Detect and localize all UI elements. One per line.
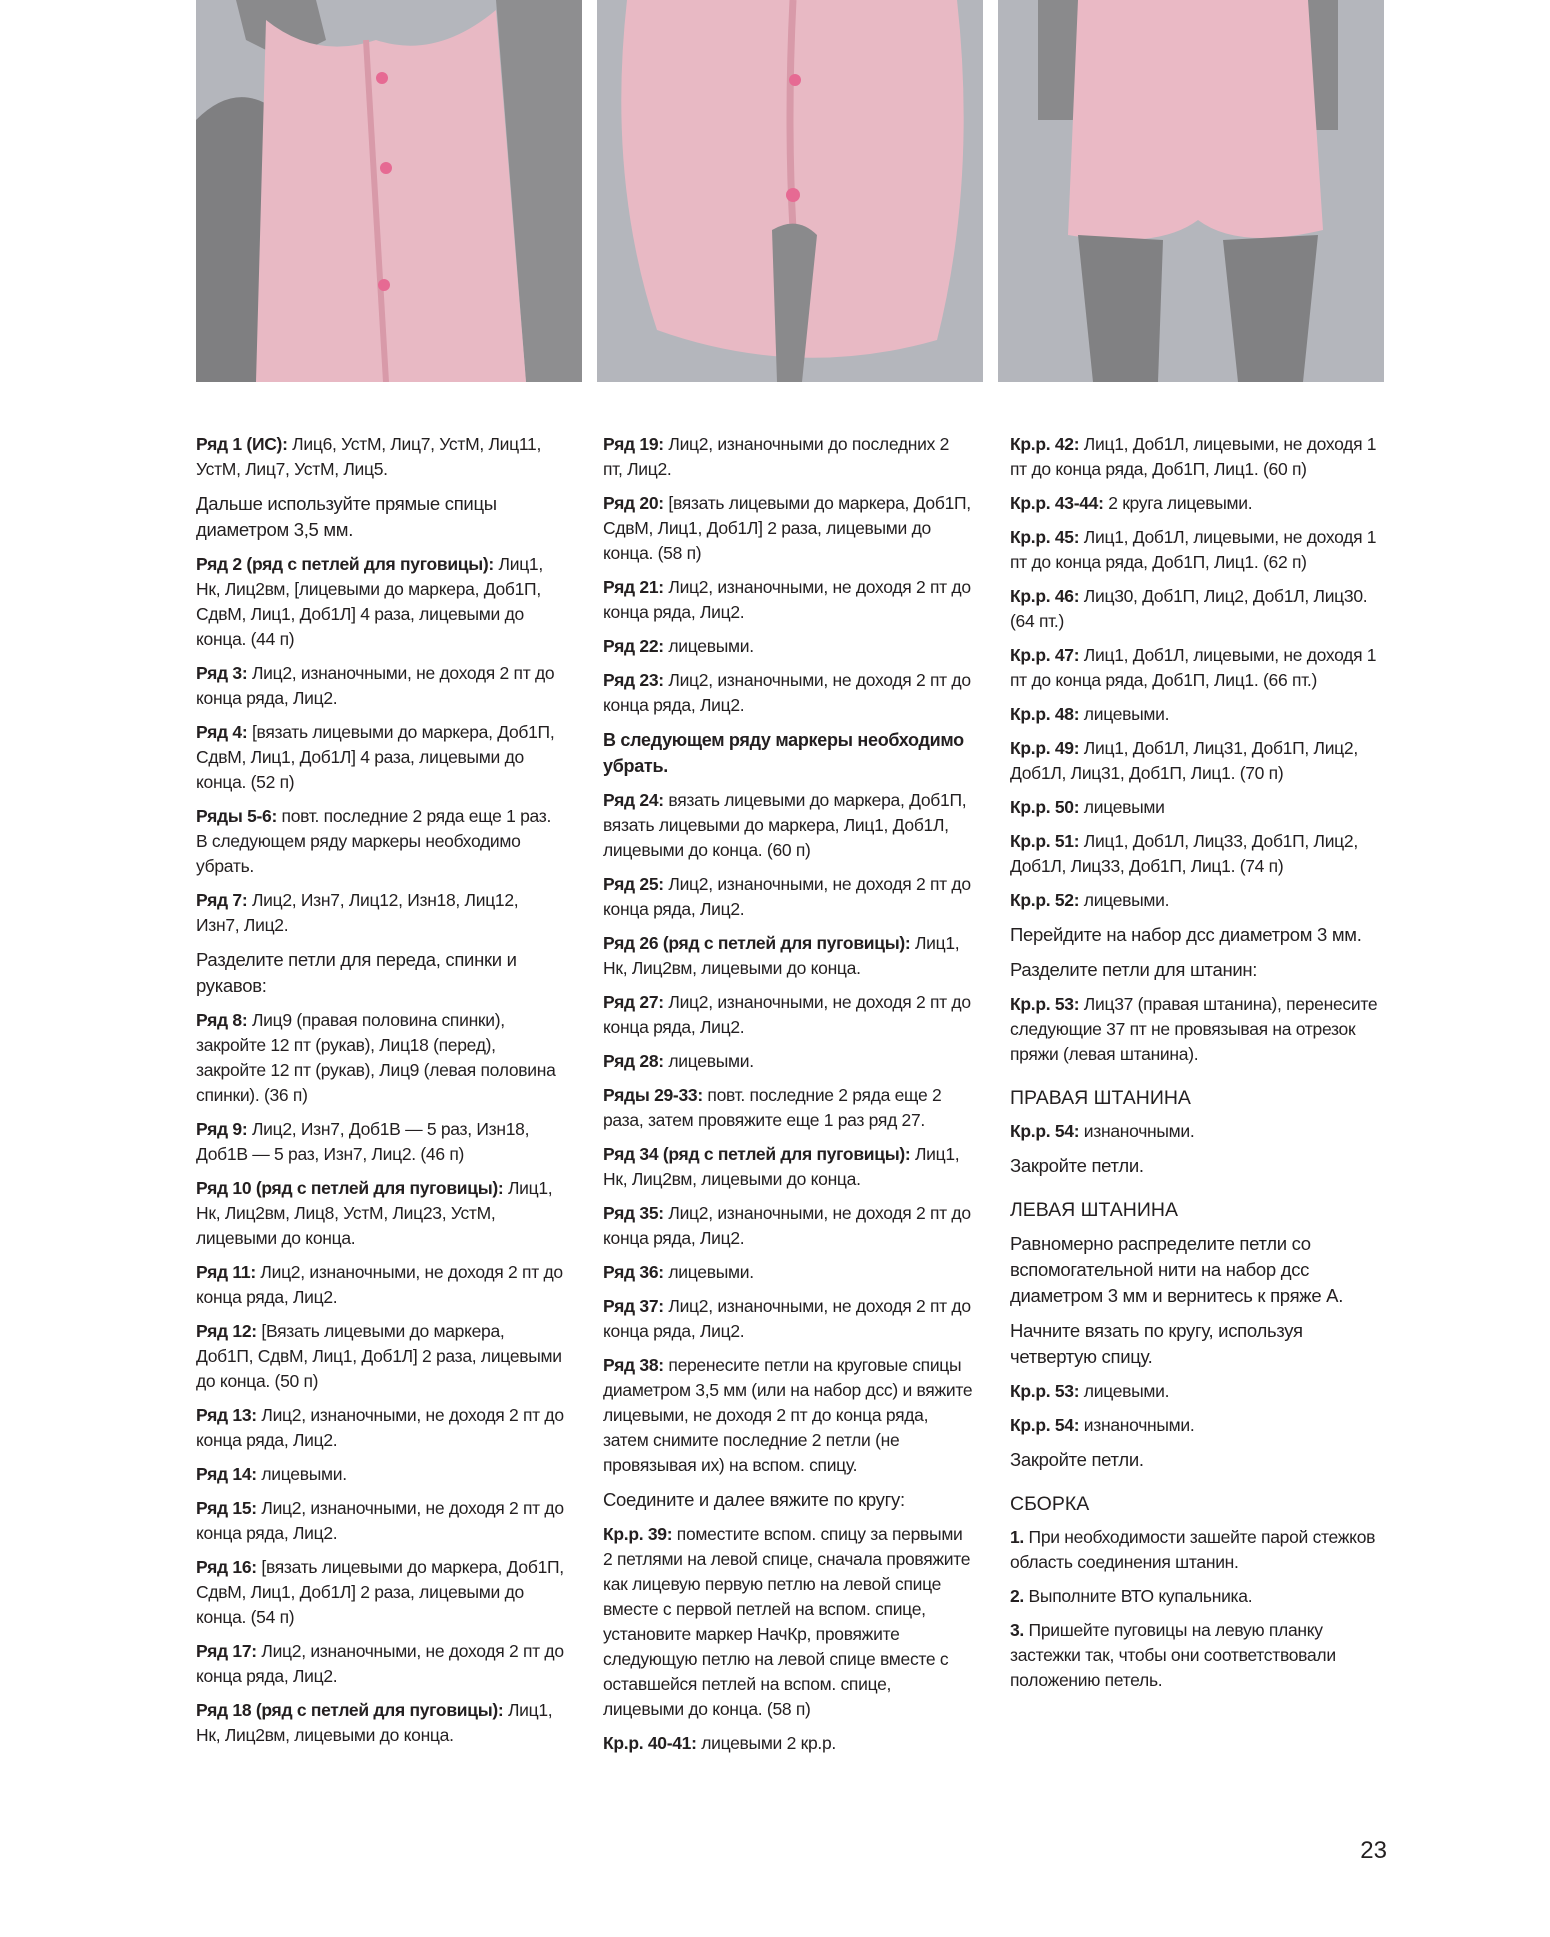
row-label: Ряд 3: xyxy=(196,663,248,683)
row-text: [вязать лицевыми до маркера, Доб1П, СдвМ, Лиц1, Доб1Л] 4 раза, лицевыми до конца. (52 п) xyxy=(196,722,555,792)
column-left xyxy=(196,432,566,1757)
instruction-row xyxy=(196,888,566,938)
row-label: Кр.р. 42: xyxy=(1010,434,1080,454)
instruction-row xyxy=(1010,1413,1390,1438)
row-text: [вязать лицевыми до маркера, Доб1П, СдвМ, Лиц1, Доб1Л] 2 раза, лицевыми до конца. (54 п) xyxy=(196,1557,564,1627)
row-label: Ряд 1 (ИС): xyxy=(196,434,288,454)
row-text: лицевыми xyxy=(1079,797,1165,817)
row-label: Кр.р. 43-44: xyxy=(1010,493,1104,513)
instruction-row xyxy=(1010,829,1390,879)
row-text: Лиц2, изнаночными, не доходя 2 пт до конца ряда, Лиц2. xyxy=(603,1203,971,1248)
instruction-row xyxy=(1010,702,1390,727)
row-label: Кр.р. 52: xyxy=(1010,890,1080,910)
row-label: Ряд 26 (ряд с петлей для пуговицы): xyxy=(603,933,911,953)
row-text: лицевыми. xyxy=(256,1464,347,1484)
row-text: Лиц6, УстМ, Лиц7, УстМ, Лиц11, УстМ, Лиц7, УстМ, Лиц5. xyxy=(196,434,542,479)
row-text: Лиц1, Доб1Л, лицевыми, не доходя 1 пт до конца ряда, Доб1П, Лиц1. (62 п) xyxy=(1010,527,1377,572)
row-text: изнаночными. xyxy=(1079,1121,1195,1141)
row-label: Ряд 36: xyxy=(603,1262,664,1282)
note-text: Перейдите на набор дсс диаметром 3 мм. xyxy=(1010,924,1362,945)
row-text: лицевыми 2 кр.р. xyxy=(696,1733,836,1753)
row-label: Кр.р. 40-41: xyxy=(603,1733,697,1753)
instruction-row xyxy=(603,1049,973,1074)
row-label: Кр.р. 39: xyxy=(603,1524,673,1544)
instruction-row xyxy=(196,720,566,795)
row-label: Ряд 14: xyxy=(196,1464,257,1484)
row-text: Лиц1, Нк, Лиц2вм, Лиц8, УстМ, Лиц23, УстМ, лицевыми до конца. xyxy=(196,1178,553,1248)
instruction-row xyxy=(1010,888,1390,913)
row-text: Лиц2, Изн7, Доб1В — 5 раз, Изн18, Доб1В — 5 раз, Изн7, Лиц2. (46 п) xyxy=(196,1119,530,1164)
photo-romper-shorts xyxy=(998,0,1384,382)
instruction-row xyxy=(1010,1379,1390,1404)
instruction-row xyxy=(603,668,973,718)
row-text: Лиц37 (правая штанина), перенесите следующие 37 пт не провязывая на отрезок пряжи (левая штанина). xyxy=(1010,994,1378,1064)
instruction-row xyxy=(196,1117,566,1167)
row-label: Ряд 25: xyxy=(603,874,664,894)
row-label: Ряд 20: xyxy=(603,493,664,513)
instruction-row xyxy=(1010,736,1390,786)
instruction-row xyxy=(603,634,973,659)
instruction-row xyxy=(603,788,973,863)
note-text: Начните вязать по кругу, используя четвертую спицу. xyxy=(1010,1320,1303,1367)
note-text: Дальше используйте прямые спицы диаметром 3,5 мм. xyxy=(196,493,497,540)
row-label: Ряд 17: xyxy=(196,1641,257,1661)
row-text: Лиц1, Нк, Лиц2вм, лицевыми до конца. xyxy=(196,1700,553,1745)
instruction-row xyxy=(603,1083,973,1133)
row-label: Ряд 22: xyxy=(603,636,664,656)
row-text: Лиц2, изнаночными, не доходя 2 пт до конца ряда, Лиц2. xyxy=(603,670,971,715)
row-text: вязать лицевыми до маркера, Доб1П, вязать лицевыми до маркера, Лиц1, Доб1Л, лицевыми до конца. (60 п) xyxy=(603,790,967,860)
row-label: Кр.р. 47: xyxy=(1010,645,1080,665)
row-label: Ряд 10 (ряд с петлей для пуговицы): xyxy=(196,1178,504,1198)
row-label: Кр.р. 53: xyxy=(1010,1381,1080,1401)
instruction-row xyxy=(1010,1525,1390,1575)
row-text: Лиц1, Нк, Лиц2вм, [лицевыми до маркера, Доб1П, СдвМ, Лиц1, Доб1Л] 4 раза, лицевыми до конца. (44 п) xyxy=(196,554,543,649)
row-label: Кр.р. 45: xyxy=(1010,527,1080,547)
row-text: Лиц1, Доб1Л, Лиц33, Доб1П, Лиц2, Доб1Л, Лиц33, Доб1П, Лиц1. (74 п) xyxy=(1010,831,1358,876)
instruction-row xyxy=(1010,584,1390,634)
instruction-row xyxy=(603,1142,973,1192)
instruction-row xyxy=(196,1403,566,1453)
row-text: Лиц2, Изн7, Лиц12, Изн18, Лиц12, Изн7, Лиц2. xyxy=(196,890,519,935)
section-heading: СБОРКА xyxy=(1010,1493,1090,1515)
instruction-row xyxy=(196,804,566,879)
row-label: Ряд 18 (ряд с петлей для пуговицы): xyxy=(196,1700,504,1720)
note-text: Равномерно распределите петли со вспомогательной нити на набор дсс диаметром 3 мм и вернитесь к пряже А. xyxy=(1010,1233,1344,1306)
note-text: Закройте петли. xyxy=(1010,1155,1144,1176)
instruction-row xyxy=(603,1294,973,1344)
row-label: Ряд 23: xyxy=(603,670,664,690)
row-text: лицевыми. xyxy=(663,1262,754,1282)
instruction-row xyxy=(196,1639,566,1689)
column-right xyxy=(1010,432,1390,1702)
note-text: Разделите петли для штанин: xyxy=(1010,959,1258,980)
row-text: поместите вспом. спицу за первыми 2 петлями на левой спице, сначала провяжите как лицевую первую петлю на левой спице вместе с первой петлей на вспом. спице, установите маркер НачКр, провяжите следующую петлю на левой спице вместе с оставшейся петлей на вспом. спице, лицевыми до конца. (58 п) xyxy=(603,1524,971,1719)
row-label: Ряд 2 (ряд с петлей для пуговицы): xyxy=(196,554,494,574)
row-label: Ряд 16: xyxy=(196,1557,257,1577)
row-label: Ряд 27: xyxy=(603,992,664,1012)
row-label: 3. xyxy=(1010,1620,1024,1640)
instruction-row xyxy=(1010,992,1390,1067)
row-label: Ряд 15: xyxy=(196,1498,257,1518)
instruction-row xyxy=(603,1353,973,1478)
instruction-row xyxy=(603,990,973,1040)
instruction-row xyxy=(196,1698,566,1748)
instruction-row xyxy=(603,575,973,625)
instruction-row xyxy=(1010,1584,1390,1609)
photo-romper-front xyxy=(196,0,582,382)
instruction-row xyxy=(1010,525,1390,575)
row-text: Лиц1, Доб1Л, Лиц31, Доб1П, Лиц2, Доб1Л, Лиц31, Доб1П, Лиц1. (70 п) xyxy=(1010,738,1358,783)
instruction-row xyxy=(603,1201,973,1251)
instruction-row xyxy=(1010,491,1390,516)
row-text: Лиц2, изнаночными, не доходя 2 пт до конца ряда, Лиц2. xyxy=(196,1498,564,1543)
row-label: Ряд 7: xyxy=(196,890,248,910)
instruction-row xyxy=(196,552,566,652)
row-label: Ряд 9: xyxy=(196,1119,248,1139)
section-heading: ЛЕВАЯ ШТАНИНА xyxy=(1010,1199,1178,1221)
photo-romper-back xyxy=(597,0,983,382)
instruction-row xyxy=(196,1496,566,1546)
row-label: Кр.р. 54: xyxy=(1010,1415,1080,1435)
row-label: Ряды 29-33: xyxy=(603,1085,703,1105)
row-text: Лиц2, изнаночными, не доходя 2 пт до конца ряда, Лиц2. xyxy=(196,663,555,708)
row-label: Ряд 37: xyxy=(603,1296,664,1316)
row-label: Ряд 13: xyxy=(196,1405,257,1425)
instruction-row xyxy=(196,1176,566,1251)
row-label: Ряд 28: xyxy=(603,1051,664,1071)
row-text: лицевыми. xyxy=(1079,1381,1170,1401)
instruction-row xyxy=(1010,432,1390,482)
page-number: 23 xyxy=(1360,1837,1387,1864)
row-text: 2 круга лицевыми. xyxy=(1103,493,1253,513)
row-label: Ряды 5-6: xyxy=(196,806,277,826)
row-text: повт. последние 2 ряда еще 1 раз. В следующем ряду маркеры необходимо убрать. xyxy=(196,806,552,876)
note-text: Соедините и далее вяжите по кругу: xyxy=(603,1489,905,1510)
row-label: Ряд 8: xyxy=(196,1010,248,1030)
instruction-row xyxy=(1010,643,1390,693)
row-text: лицевыми. xyxy=(663,1051,754,1071)
row-text: Лиц1, Доб1Л, лицевыми, не доходя 1 пт до конца ряда, Доб1П, Лиц1. (66 пт.) xyxy=(1010,645,1377,690)
row-text: Лиц2, изнаночными, не доходя 2 пт до конца ряда, Лиц2. xyxy=(603,577,971,622)
column-middle xyxy=(603,432,973,1765)
instruction-row xyxy=(603,1260,973,1285)
row-label: Ряд 35: xyxy=(603,1203,664,1223)
row-text: лицевыми. xyxy=(1079,890,1170,910)
row-text: [Вязать лицевыми до маркера, Доб1П, СдвМ, Лиц1, Доб1Л] 2 раза, лицевыми до конца. (50 п) xyxy=(196,1321,562,1391)
row-label: 2. xyxy=(1010,1586,1024,1606)
instruction-row xyxy=(196,1008,566,1108)
instruction-row xyxy=(603,1522,973,1722)
row-text: повт. последние 2 ряда еще 2 раза, затем провяжите еще 1 раз ряд 27. xyxy=(603,1085,942,1130)
row-text: Лиц2, изнаночными, не доходя 2 пт до конца ряда, Лиц2. xyxy=(196,1641,564,1686)
instruction-row xyxy=(196,1555,566,1630)
row-label: Кр.р. 54: xyxy=(1010,1121,1080,1141)
row-label: Кр.р. 50: xyxy=(1010,797,1080,817)
row-text: Выполните ВТО купальника. xyxy=(1024,1586,1253,1606)
row-label: 1. xyxy=(1010,1527,1024,1547)
row-label: Ряд 24: xyxy=(603,790,664,810)
instruction-row xyxy=(196,661,566,711)
row-text: Лиц1, Нк, Лиц2вм, лицевыми до конца. xyxy=(603,1144,960,1189)
row-label: Кр.р. 49: xyxy=(1010,738,1080,758)
row-text: Пришейте пуговицы на левую планку застежки так, чтобы они соответствовали положению петель. xyxy=(1010,1620,1336,1690)
instruction-row xyxy=(603,432,973,482)
instruction-row xyxy=(1010,795,1390,820)
instruction-row xyxy=(1010,1618,1390,1693)
instruction-row xyxy=(603,491,973,566)
row-text: перенесите петли на круговые спицы диаметром 3,5 мм (или на набор дсс) и вяжите лицевыми, не доходя 2 пт до конца ряда, затем снимите последние 2 петли (не провязывая их) на вспом. спицу. xyxy=(603,1355,973,1475)
row-text: [вязать лицевыми до маркера, Доб1П, СдвМ, Лиц1, Доб1Л] 2 раза, лицевыми до конца. (58 п) xyxy=(603,493,971,563)
row-label: Ряд 11: xyxy=(196,1262,256,1282)
row-text: Лиц1, Доб1Л, лицевыми, не доходя 1 пт до конца ряда, Доб1П, Лиц1. (60 п) xyxy=(1010,434,1377,479)
instruction-row xyxy=(196,1319,566,1394)
instruction-row xyxy=(196,432,566,482)
row-label: Ряд 38: xyxy=(603,1355,664,1375)
instruction-row xyxy=(1010,1119,1390,1144)
row-label: Кр.р. 48: xyxy=(1010,704,1080,724)
row-text: Лиц2, изнаночными, не доходя 2 пт до конца ряда, Лиц2. xyxy=(603,874,971,919)
instruction-row xyxy=(603,931,973,981)
row-text: Лиц2, изнаночными, не доходя 2 пт до конца ряда, Лиц2. xyxy=(196,1262,563,1307)
row-text: Лиц9 (правая половина спинки), закройте 12 пт (рукав), Лиц18 (перед), закройте 12 пт (рукав), Лиц9 (левая половина спинки). (36 п) xyxy=(196,1010,556,1105)
row-text: При необходимости зашейте парой стежков область соединения штанин. xyxy=(1010,1527,1376,1572)
row-text: Лиц30, Доб1П, Лиц2, Доб1Л, Лиц30. (64 пт.) xyxy=(1010,586,1368,631)
row-text: Лиц1, Нк, Лиц2вм, лицевыми до конца. xyxy=(603,933,960,978)
note-text: Разделите петли для переда, спинки и рукавов: xyxy=(196,949,517,996)
instruction-row xyxy=(603,1731,973,1756)
row-label: Ряд 34 (ряд с петлей для пуговицы): xyxy=(603,1144,911,1164)
row-text: лицевыми. xyxy=(663,636,754,656)
row-label: Ряд 4: xyxy=(196,722,248,742)
row-text: Лиц2, изнаночными, не доходя 2 пт до конца ряда, Лиц2. xyxy=(603,1296,971,1341)
instruction-row xyxy=(196,1462,566,1487)
row-label: Ряд 12: xyxy=(196,1321,257,1341)
row-label: Ряд 21: xyxy=(603,577,664,597)
row-label: Кр.р. 51: xyxy=(1010,831,1080,851)
instruction-row xyxy=(603,872,973,922)
instruction-row xyxy=(196,1260,566,1310)
row-text: Лиц2, изнаночными, не доходя 2 пт до конца ряда, Лиц2. xyxy=(603,992,971,1037)
bold-note: В следующем ряду маркеры необходимо убрать. xyxy=(603,730,964,776)
row-text: Лиц2, изнаночными до последних 2 пт, Лиц2. xyxy=(603,434,950,479)
row-label: Кр.р. 53: xyxy=(1010,994,1080,1014)
note-text: Закройте петли. xyxy=(1010,1449,1144,1470)
row-text: Лиц2, изнаночными, не доходя 2 пт до конца ряда, Лиц2. xyxy=(196,1405,564,1450)
row-text: изнаночными. xyxy=(1079,1415,1195,1435)
row-label: Ряд 19: xyxy=(603,434,664,454)
row-label: Кр.р. 46: xyxy=(1010,586,1080,606)
row-text: лицевыми. xyxy=(1079,704,1170,724)
section-heading: ПРАВАЯ ШТАНИНА xyxy=(1010,1087,1191,1109)
